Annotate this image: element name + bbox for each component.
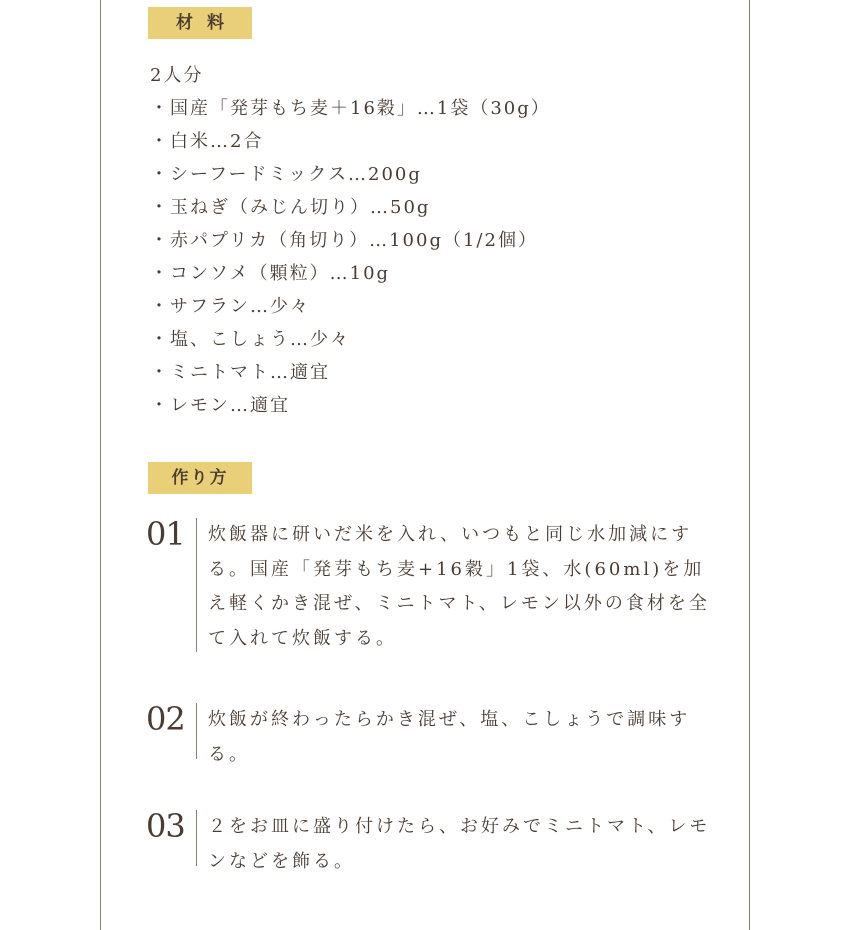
right-border-line [749, 0, 750, 930]
ingredient-item: ・コンソメ（顆粒）…10g [150, 263, 391, 284]
ingredient-item: ・塩、こしょう…少々 [150, 329, 350, 350]
ingredient-item: ・レモン…適宜 [150, 395, 290, 416]
step-divider [196, 810, 197, 866]
ingredient-item: ・国産「発芽もち麦＋16穀」…1袋（30g） [150, 98, 551, 119]
servings-text: 2人分 [150, 65, 204, 86]
step-number: 02 [146, 700, 185, 738]
step-divider [196, 703, 197, 759]
ingredient-item: ・玉ねぎ（みじん切り）…50g [150, 197, 431, 218]
ingredient-item: ・白米…2合 [150, 131, 264, 152]
ingredient-item: ・シーフードミックス…200g [150, 164, 422, 185]
ingredients-label: 材料 [148, 7, 252, 39]
step-number: 01 [146, 515, 185, 553]
method-label: 作り方 [148, 462, 252, 494]
ingredient-item: ・赤パプリカ（角切り）…100g（1/2個） [150, 230, 538, 251]
left-border-line [100, 0, 101, 930]
step-number: 03 [146, 807, 185, 845]
ingredients-list [150, 59, 730, 422]
ingredient-item: ・ミニトマト…適宜 [150, 362, 330, 383]
step-text: ２をお皿に盛り付けたら、お好みでミニトマト、レモンなどを飾る。 [208, 816, 711, 872]
step-divider [196, 518, 197, 652]
step-text: 炊飯器に研いだ米を入れ、いつもと同じ水加減にする。国産「発芽もち麦+16穀」1袋、水(60ml)を加え軽くかき混ぜ、ミニトマト、レモン以外の食材を全て入れて炊飯する。 [208, 524, 710, 649]
step-text: 炊飯が終わったらかき混ぜ、塩、こしょうで調味する。 [208, 709, 691, 765]
ingredient-item: ・サフラン…少々 [150, 296, 310, 317]
